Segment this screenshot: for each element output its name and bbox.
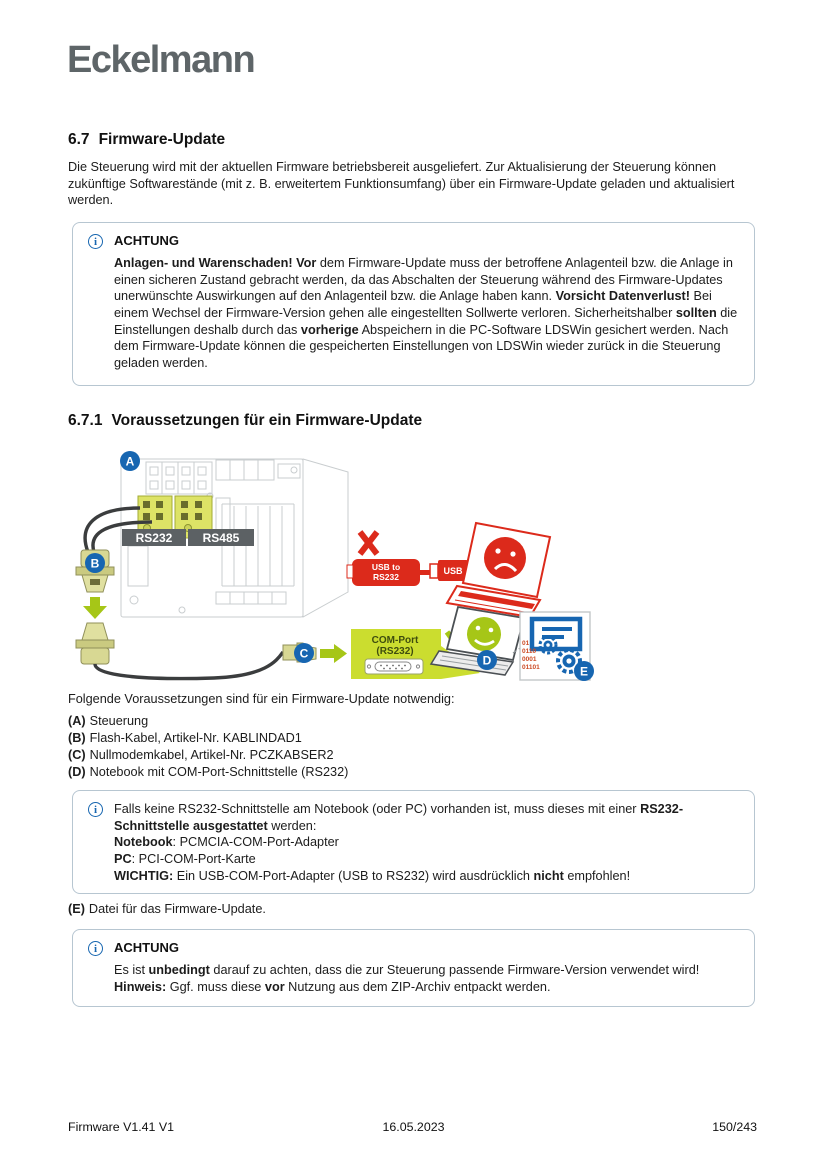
section-heading	[68, 131, 225, 149]
usb-plug-label: USB	[443, 566, 463, 576]
rs485-label: RS485	[202, 531, 240, 545]
section-number: 6.7	[68, 131, 90, 148]
svg-text:01: 01	[522, 640, 530, 647]
svg-text:B: B	[90, 556, 100, 571]
cross-icon	[360, 532, 377, 554]
warning-body: Es ist unbedingt darauf zu achten, dass die zur Steuerung passende Firmware-Version verwendet wird! Hinweis: Ggf. muss diese vor Nutzung aus dem ZIP-Archiv entpackt werden.	[114, 963, 700, 994]
note-box	[72, 790, 755, 894]
footer-date: 16.05.2023	[382, 1120, 445, 1134]
list-item: (A) Steuerung	[68, 714, 149, 728]
list-item: (B) Flash-Kabel, Artikel-Nr. KABLINDAD1	[68, 731, 302, 745]
badge-a	[120, 451, 140, 471]
info-icon: i	[88, 941, 103, 956]
badge-d	[477, 650, 497, 670]
subsection-title: Voraussetzungen für ein Firmware-Update	[111, 412, 423, 429]
list-item-e: (E) Datei für das Firmware-Update.	[68, 902, 266, 916]
section-intro-paragraph: Die Steuerung wird mit der aktuellen Firmware betriebsbereit ausgeliefert. Zur Aktualisierung der Steuerung können zukünftige Softwarestände (mit z. B. erweitertem Funktionsumfang) über ein Firmware-Update geladen und aktualisiert werden.	[68, 160, 735, 208]
svg-text:A: A	[125, 454, 135, 469]
requirements-intro: Folgende Voraussetzungen sind für ein Firmware-Update notwendig:	[68, 692, 455, 706]
list-item: (C) Nullmodemkabel, Artikel-Nr. PCZKABSER2	[68, 748, 334, 762]
badge-b	[85, 553, 105, 573]
svg-text:01101: 01101	[522, 664, 540, 671]
warning-body: Anlagen- und Warenschaden! Vor dem Firmware-Update muss der betroffene Anlagenteil bzw. die Anlage in einen sicheren Zustand gebracht werden, da das Abschalten der Steuerung während des Firmware-Updates unerwünschte Auswirkungen auf den Anlagenteil bzw. die Anlage haben kann. Vorsicht Datenverlust! Bei einem Wechsel der Firmware-Version gehen alle eingestellten Sollwerte verloren. Sicherheitshalber sollten die Einstellungen deshalb durch das vorherige Abspeichern in die PC-Software LDSWin gesichert werden. Nach dem Firmware-Update können die gespeicherten Einstellungen von LDSWin wieder zurück in die Steuerung geladen werden.	[114, 256, 738, 370]
badge-e	[574, 661, 594, 681]
requirements-list	[68, 713, 758, 781]
usb-rs232-adapter	[347, 559, 475, 586]
com-port-label-1: COM-Port	[371, 635, 419, 646]
svg-text:C: C	[299, 646, 309, 661]
info-icon: i	[88, 234, 103, 249]
subsection-number: 6.7.1	[68, 412, 103, 429]
warning-title: ACHTUNG	[114, 940, 179, 955]
connect-arrow-right	[320, 644, 347, 663]
firmware-update-diagram	[64, 446, 624, 690]
svg-text:0001: 0001	[522, 656, 537, 663]
usb-adapter-label-2: RS232	[373, 572, 399, 582]
com-port-label-2: (RS232)	[376, 646, 414, 657]
nullmodem-cable	[95, 652, 283, 679]
footer-document-version: Firmware V1.41 V1	[68, 1120, 175, 1134]
badge-c	[294, 643, 314, 663]
port-labels	[122, 529, 254, 546]
company-logo: Eckelmann	[67, 39, 255, 81]
rs232-label: RS232	[135, 531, 173, 545]
note-body: Falls keine RS232-Schnittstelle am Notebook (oder PC) vorhanden ist, muss dieses mit einer RS232-Schnittstelle ausgestattet werden: Notebook: PCMCIA-COM-Port-Adapter PC: PCI-COM-Port-Karte WICHTIG: Ein USB-COM-Port-Adapter (USB to RS232) wird ausdrücklich nicht empfohlen!	[114, 802, 684, 883]
happy-face-icon	[467, 617, 501, 651]
footer-page-number: 150/243	[712, 1120, 757, 1134]
connect-arrow-down	[83, 597, 107, 619]
warning-box-1	[72, 222, 755, 386]
list-item: (D) Notebook mit COM-Port-Schnittstelle (RS232)	[68, 765, 349, 779]
svg-text:D: D	[482, 653, 492, 668]
subsection-heading	[68, 412, 422, 430]
svg-text:0110: 0110	[522, 648, 537, 655]
usb-adapter-label-1: USB to	[371, 562, 401, 572]
warning-title: ACHTUNG	[114, 233, 179, 248]
laptop-ok	[431, 607, 524, 675]
svg-text:E: E	[579, 664, 589, 679]
section-title: Firmware-Update	[98, 131, 226, 148]
warning-box-2	[72, 929, 755, 1007]
sad-face-icon	[484, 537, 526, 579]
info-icon: i	[88, 802, 103, 817]
